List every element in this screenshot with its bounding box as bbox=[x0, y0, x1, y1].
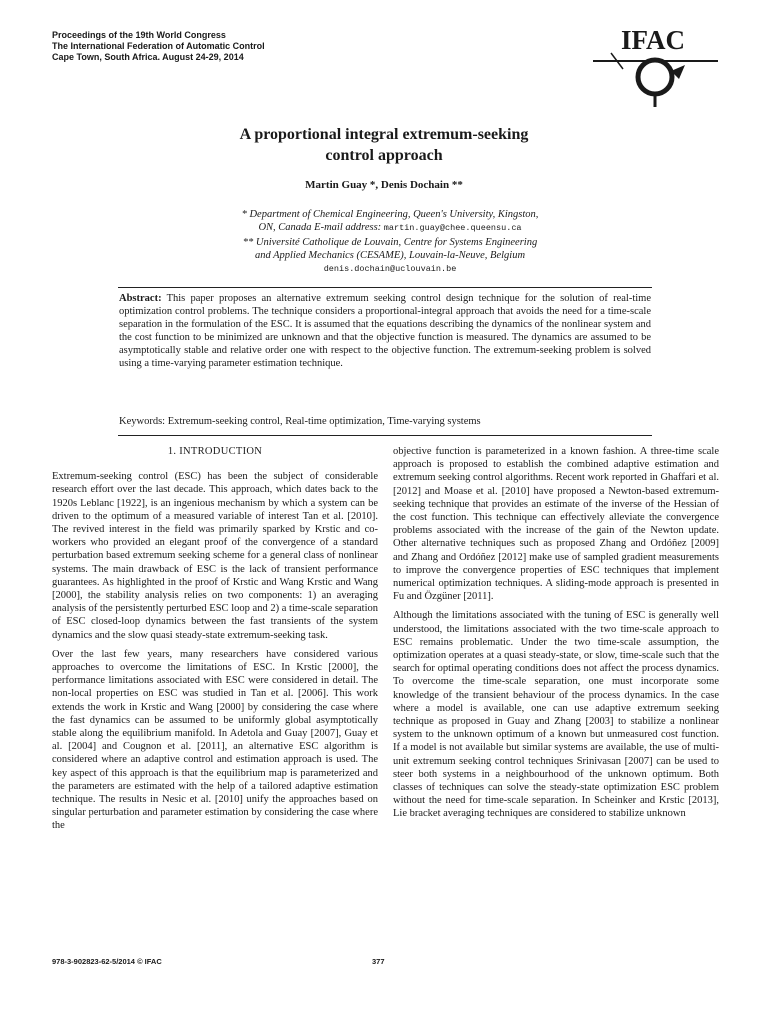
right-paragraph-2: Although the limitations associated with the tuning of ESC is generally well understood, the limitations associated with the two time-scale approach to ESC remains problematic. Under the two time-scale assumption, the optimization operates at a quasi steady-state, or slow, time-scale such that the search for optimal operating conditions does not affect the process dynamics. To overcome the time-scale separation, one must incorporate some knowledge of the transient behaviour of the process dynamics. In the case where a model is available, one can use adaptive extremum seeking technique as proposed in Guay and Zhang [2003] to stabilize a nonlinear system to the unknown optimum of a known but unmeasured cost function. If a model is not available but similar systems are available, the use of multi-unit extremum seeking control techniques Srinivasan [2007] can be used to steer both systems in a neighbourhood of the unknown optimum. Both classes of techniques can solve the steady-state optimization ESC problem without the need for time-scale separation. In Scheinker and Krstic [2013], Lie bracket averaging techniques are considered to stabilize unknown bbox=[393, 610, 719, 820]
ifac-logo-text: IFAC bbox=[621, 25, 685, 55]
affiliation-line-1: * Department of Chemical Engineering, Queen's University, Kingston, bbox=[241, 209, 539, 220]
title-line-2: control approach bbox=[325, 147, 443, 164]
paper-title bbox=[0, 124, 768, 166]
header-line-1: Proceedings of the 19th World Congress bbox=[52, 30, 226, 40]
affiliations bbox=[150, 208, 630, 276]
header-line-3: Cape Town, South Africa. August 24-29, 2014 bbox=[52, 52, 244, 62]
abstract-text: This paper proposes an alternative extremum seeking control design technique for the solution of real-time optimization control problems. The technique considers a proportional-integral approach that avoids the need for a time-scale separation in the formulation of the ESC. It is assumed that the equations describing the dynamics of the nonlinear system and the cost function to be minimized are unknown and that the objective function is measured. The dynamics are assumed to be asymptotically stable and relative order one with respect to the objective function. The extremum-seeking problem is solved using a time-varying parameter estimation technique. bbox=[119, 293, 652, 369]
keywords: Keywords: Extremum-seeking control, Real-time optimization, Time-varying systems bbox=[119, 416, 481, 427]
header-line-2: The International Federation of Automatic Control bbox=[52, 41, 265, 51]
right-column bbox=[393, 445, 719, 827]
abstract-label: Abstract: bbox=[119, 293, 162, 304]
keywords-bottom-rule bbox=[118, 435, 652, 436]
affiliation-line-2 bbox=[150, 221, 630, 235]
email-guay: martin.guay@chee.queensu.ca bbox=[383, 223, 522, 234]
abstract bbox=[119, 292, 651, 370]
abstract-top-rule bbox=[118, 287, 652, 288]
title-line-1: A proportional integral extremum-seeking bbox=[239, 126, 529, 143]
affiliation-line-4: and Applied Mechanics (CESAME), Louvain-la-Neuve, Belgium bbox=[254, 250, 526, 262]
affiliation-line-3: ** Université Catholique de Louvain, Centre for Systems Engineering bbox=[242, 236, 538, 248]
email-dochain: denis.dochain@uclouvain.be bbox=[323, 263, 457, 274]
left-column bbox=[52, 445, 378, 839]
ifac-logo bbox=[593, 23, 718, 108]
authors: Martin Guay *, Denis Dochain ** bbox=[305, 179, 463, 191]
right-paragraph-1: objective function is parameterized in a known fashion. A three-time scale approach is proposed to establish the combined adaptive estimation and extremum seeking control algorithms. Recent work reported in Ghaffari et al. [2012] and Moase et al. [2010] have proposed a Newton-based extremum-seeking technique that provides an estimate of the inverse of the Hessian of the cost function. This technique can effectively alleviate the convergence problems associated with the increase of the gain of the Newton update. Other alternative techniques such as proposed Zhang and Ordóñez [2009] and Zhang and Ordóñez [2012] make use of sampled gradient measurements to improve the convergence properties of ESC techniques that implement numerical optimization techniques. A sliding-mode approach is presented in Fu and Özgüner [2011]. bbox=[393, 446, 719, 603]
left-paragraph-2: Over the last few years, many researchers have considered various approaches to overcome the limitations of ESC. In Krstic [2000], the performance limitations associated with ESC were considered in detail. The non-local properties on ESC was studied in Tan et al. [2006]. This work extends the work in Krstic and Wang [2000] by considering the case where the fast dynamics can be assumed to be uniformly global asymptotically stable along the equilibrium manifold. In Adetola and Guay [2007], Guay et al. [2004] and Cougnon et al. [2011], an alternative ESC algorithm is considered where an adaptive control and estimation approach is used. The key aspect of this approach is that the equilibrium map is parameterized and the parameters are estimated with the help of a tailored adaptive estimation technique. The results in Nesic et al. [2010] unify the approaches based on singular perturbation and parameter estimation by considering the case where the bbox=[52, 648, 378, 832]
left-paragraph-1: Extremum-seeking control (ESC) has been the subject of considerable research effort over the last decade. This approach, which dates back to the 1920s Leblanc [1922], is an ingenious mechanism by which a system can be driven to the optimum of a measured variable of interest Tan et al. [2010]. The revived interest in the field was primarily sparked by Krstic and co-workers who provided an elegant proof of the convergence of a standard perturbation based extremum seeking scheme for a general class of nonlinear systems. The main drawback of ESC is the lack of transient performance guarantees. As highlighted in the proof of Krstic and Wang Krstic and Wang [2000], the stability analysis relies on two components: 1) an averaging analysis of the persistently perturbed ESC loop and 2) a time-scale separation of ESC closed-loop dynamics between the fast transients of the system dynamics and the slow quasi steady-state extremum-seeking task. bbox=[52, 471, 378, 641]
proceedings-header bbox=[52, 30, 265, 63]
page-number: 377 bbox=[372, 957, 385, 966]
affiliation-line-2-text: ON, Canada E-mail address: bbox=[258, 222, 384, 234]
section-title: 1. INTRODUCTION bbox=[167, 446, 263, 457]
footer-copyright: 978-3-902823-62-5/2014 © IFAC bbox=[52, 957, 162, 966]
